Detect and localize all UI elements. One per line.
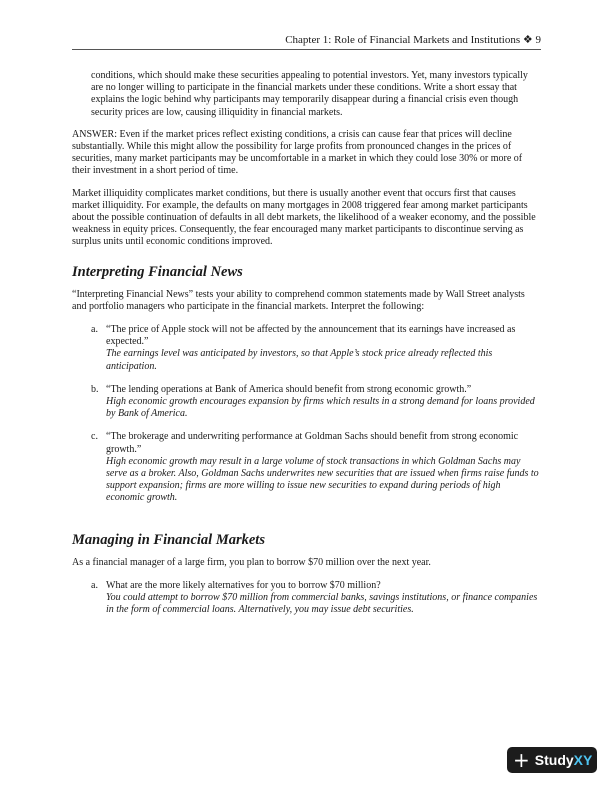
item-question: What are the more likely alternatives for you to borrow $70 million? <box>106 579 381 591</box>
item-label: b. <box>91 383 99 395</box>
item-label: c. <box>91 431 98 443</box>
section-heading-interpreting: Interpreting Financial News <box>72 263 243 280</box>
question-item <box>72 384 541 396</box>
item-answer: You could attempt to borrow $70 million from commercial banks, savings institutions, or finance companies in the form of commercial loans. Alternatively, you may issue debt securities. <box>106 592 538 616</box>
item-label: a. <box>91 579 98 591</box>
section-heading-managing: Managing in Financial Markets <box>72 531 265 548</box>
question-item <box>72 431 541 455</box>
item-answer: High economic growth may result in a large volume of stock transactions in which Goldman Sachs may serve as a broker. Also, Goldman Sachs underwrites new securities that are issued when firms raise funds to support expansion; firms are more willing to issue new securities to expand during periods of high economic growth. <box>106 455 539 504</box>
page-body <box>72 70 541 617</box>
section-intro: As a financial manager of a large firm, you plan to borrow $70 million over the next year. <box>72 556 431 568</box>
studyxy-badge[interactable] <box>507 747 597 773</box>
question-item <box>72 580 541 592</box>
question-continuation: conditions, which should make these securities appealing to potential investors. Yet, many investors typically are no longer willing to participate in the financial markets under these conditions. Write a short essay that explains the logic behind why participants may temporarily disappear during a financial crisis even though security prices are low, causing illiquidity in financial markets. <box>91 70 528 118</box>
answer-paragraph: ANSWER: Even if the market prices reflect existing conditions, a crisis can cause fear that prices will decline substantially. While this might allow the possibility for large profits from pronounced changes in the prices of securities, many market participants may be uncomfortable in a market in which they could lose 30% or more of their investment in a short period of time. <box>72 128 523 177</box>
item-answer: The earnings level was anticipated by investors, so that Apple’s stock price already reflected this anticipation. <box>106 348 493 372</box>
header-rule <box>72 49 541 50</box>
item-question: “The price of Apple stock will not be affected by the announcement that its earnings have increased as expected.” <box>106 324 516 348</box>
running-header: Chapter 1: Role of Financial Markets and Institutions ❖ 9 <box>285 34 541 46</box>
item-answer: High economic growth encourages expansion by firms which results in a strong demand for loans provided by Bank of America. <box>106 396 535 420</box>
section-intro: “Interpreting Financial News” tests your ability to comprehend common statements made by Wall Street analysts and portfolio managers who participate in the financial markets. Interpret the following: <box>72 288 525 312</box>
plus-icon: + <box>513 748 530 772</box>
badge-text-xy: XY <box>573 752 593 768</box>
badge-text-study: Study <box>534 752 574 768</box>
item-question: “The lending operations at Bank of America should benefit from strong economic growth.” <box>106 383 472 395</box>
item-question: “The brokerage and underwriting performance at Goldman Sachs should benefit from strong economic growth.” <box>106 431 519 455</box>
question-item <box>72 324 541 348</box>
item-label: a. <box>91 324 98 336</box>
answer-paragraph-2: Market illiquidity complicates market conditions, but there is usually another event that occurs first that causes market illiquidity. For example, the defaults on many mortgages in 2008 triggered fear among market participants about the possible continuation of defaults in all debt markets, the likelihood of a weaker economy, and the possible weakness in equity prices. Consequently, the fear encouraged many market participants to discontinue serving as surplus units until economic conditions improved. <box>72 187 536 248</box>
